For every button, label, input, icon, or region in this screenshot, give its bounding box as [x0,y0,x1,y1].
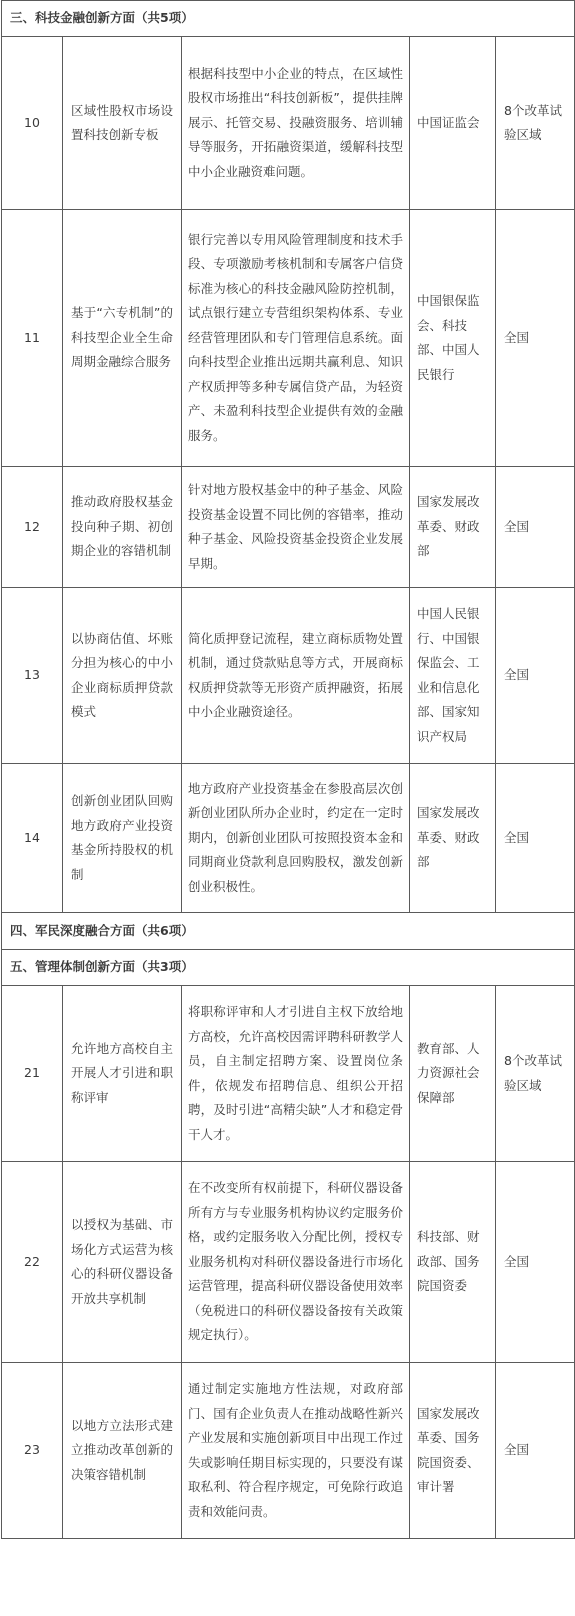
responsible-departments: 国家发展改革委、财政部 [410,764,496,913]
section-title: 四、军民深度融合方面（共6项） [2,913,575,950]
item-description: 根据科技型中小企业的特点，在区域性股权市场推出“科技创新板”，提供挂牌展示、托管交易、投融资服务、培训辅导等服务，开拓融资渠道，缓解科技型中小企业融资难问题。 [182,37,410,210]
item-number: 12 [2,467,63,588]
item-number: 23 [2,1363,63,1539]
item-name: 创新创业团队回购地方政府产业投资基金所持股权的机制 [63,764,182,913]
promotion-scope: 全国 [496,1162,575,1363]
item-number: 13 [2,588,63,764]
promotion-scope: 全国 [496,764,575,913]
item-name: 以授权为基础、市场化方式运营为核心的科研仪器设备开放共享机制 [63,1162,182,1363]
item-description: 针对地方股权基金中的种子基金、风险投资基金设置不同比例的容错率，推动种子基金、风险投资基金投资企业发展早期。 [182,467,410,588]
table-row [2,1363,575,1539]
promotion-scope: 全国 [496,467,575,588]
item-name: 基于“六专机制”的科技型企业全生命周期金融综合服务 [63,210,182,467]
promotion-scope: 8个改革试验区域 [496,986,575,1162]
table-row [2,986,575,1162]
item-name: 以协商估值、坏账分担为核心的中小企业商标质押贷款模式 [63,588,182,764]
item-description: 通过制定实施地方性法规，对政府部门、国有企业负责人在推动战略性新兴产业发展和实施创新项目中出现工作过失或影响任期目标实现的，只要没有谋取私利、符合程序规定，可免除行政追责和效能问责。 [182,1363,410,1539]
item-description: 将职称评审和人才引进自主权下放给地方高校，允许高校因需评聘科研教学人员，自主制定招聘方案、设置岗位条件，依规发布招聘信息、组织公开招聘，及时引进“高精尖缺”人才和稳定骨干人才。 [182,986,410,1162]
item-number: 14 [2,764,63,913]
item-number: 22 [2,1162,63,1363]
item-name: 区域性股权市场设置科技创新专板 [63,37,182,210]
item-number: 11 [2,210,63,467]
item-number: 10 [2,37,63,210]
promotion-scope: 全国 [496,588,575,764]
promotion-scope: 8个改革试验区域 [496,37,575,210]
responsible-departments: 科技部、财政部、国务院国资委 [410,1162,496,1363]
responsible-departments: 国家发展改革委、财政部 [410,467,496,588]
reform-measures-table [1,0,575,1539]
responsible-departments: 中国人民银行、中国银保监会、工业和信息化部、国家知识产权局 [410,588,496,764]
promotion-scope: 全国 [496,1363,575,1539]
responsible-departments: 教育部、人力资源社会保障部 [410,986,496,1162]
section-header-row [2,913,575,950]
item-description: 简化质押登记流程，建立商标质物处置机制，通过贷款贴息等方式，开展商标权质押贷款等无形资产质押融资，拓展中小企业融资途径。 [182,588,410,764]
item-name: 允许地方高校自主开展人才引进和职称评审 [63,986,182,1162]
table-row [2,467,575,588]
responsible-departments: 中国证监会 [410,37,496,210]
item-name: 以地方立法形式建立推动改革创新的决策容错机制 [63,1363,182,1539]
section-title: 五、管理体制创新方面（共3项） [2,950,575,986]
table-row [2,764,575,913]
responsible-departments: 中国银保监会、科技部、中国人民银行 [410,210,496,467]
responsible-departments: 国家发展改革委、国务院国资委、审计署 [410,1363,496,1539]
item-description: 银行完善以专用风险管理制度和技术手段、专项激励考核机制和专属客户信贷标准为核心的科技金融风险防控机制，试点银行建立专营组织架构体系、专业经营管理团队和专门管理信息系统。面向科技型企业推出远期共赢利息、知识产权质押等多种专属信贷产品，为轻资产、未盈利科技型企业提供有效的金融服务。 [182,210,410,467]
table-row [2,37,575,210]
section-title: 三、科技金融创新方面（共5项） [2,1,575,37]
promotion-scope: 全国 [496,210,575,467]
section-header-row [2,1,575,37]
item-description: 在不改变所有权前提下，科研仪器设备所有方与专业服务机构协议约定服务价格，或约定服务收入分配比例，授权专业服务机构对科研仪器设备进行市场化运营管理，提高科研仪器设备使用效率（免税进口的科研仪器设备按有关政策规定执行）。 [182,1162,410,1363]
table-row [2,588,575,764]
table-row [2,1162,575,1363]
item-number: 21 [2,986,63,1162]
table-row [2,210,575,467]
item-description: 地方政府产业投资基金在参股高层次创新创业团队所办企业时，约定在一定时期内，创新创业团队可按照投资本金和同期商业贷款利息回购股权，激发创新创业积极性。 [182,764,410,913]
item-name: 推动政府股权基金投向种子期、初创期企业的容错机制 [63,467,182,588]
section-header-row [2,950,575,986]
